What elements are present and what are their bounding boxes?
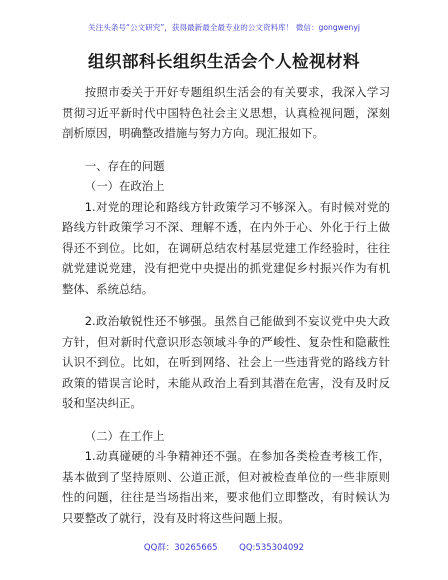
- subheading-political: （一）在政治上: [84, 179, 165, 193]
- paragraph-struggle-spirit: 1.动真碰硬的斗争精神还不强。在参加各类检查考核工作，基本做到了坚持原则、公道正派，但对被检查单位的一些非原则性的问题，往往是当场指出来，要求他们立即整改，有时候认为只要整改了就行，没有及时将这些问题上报。: [62, 449, 390, 525]
- section-heading-problems: 一、存在的问题: [84, 158, 165, 173]
- footer-qq: QQ:535304092: [239, 543, 305, 553]
- document-body: [62, 82, 390, 528]
- intro-paragraph: 按照市委关于开好专题组织生活会的有关要求，我深入学习贯彻习近平新时代中国特色社会主义思想，认真检视问题，深刻剖析原因，明确整改措施与努力方向。现汇报如下。: [62, 85, 390, 140]
- document-title: 组织部科长组织生活会个人检视材料: [88, 52, 360, 71]
- header-banner: 关注头条号“公文研究”，获得最新最全最专业的公文资料库！ 微信：gongwenyj: [88, 23, 360, 32]
- paragraph-political-sensitivity: 2.政治敏锐性还不够强。虽然自己能做到不妄议党中央大政方针，但对新时代意识形态领域斗争的严峻性、复杂性和隐蔽性认识不到位。比如，在听到网络、社会上一些违背党的路线方针政策的错误言论时，未能从政治上看到其潜在危害，没有及时反驳和坚决纠正。: [62, 314, 390, 410]
- paragraph-theory-study: 1.对党的理论和路线方针政策学习不够深入。有时候对党的路线方针政策学习不深、理解不透，在内外于心、外化于行上做得还不到位。比如，在调研总结农村基层党建工作经验时，往往就党建说党建，没有把党中央提出的抓党建促乡村振兴作为有机整体、系统总结。: [62, 199, 390, 296]
- footer-qq-group: QQ群：30265665: [143, 543, 218, 553]
- subheading-work: （二）在工作上: [84, 428, 165, 443]
- footer: [0, 541, 448, 553]
